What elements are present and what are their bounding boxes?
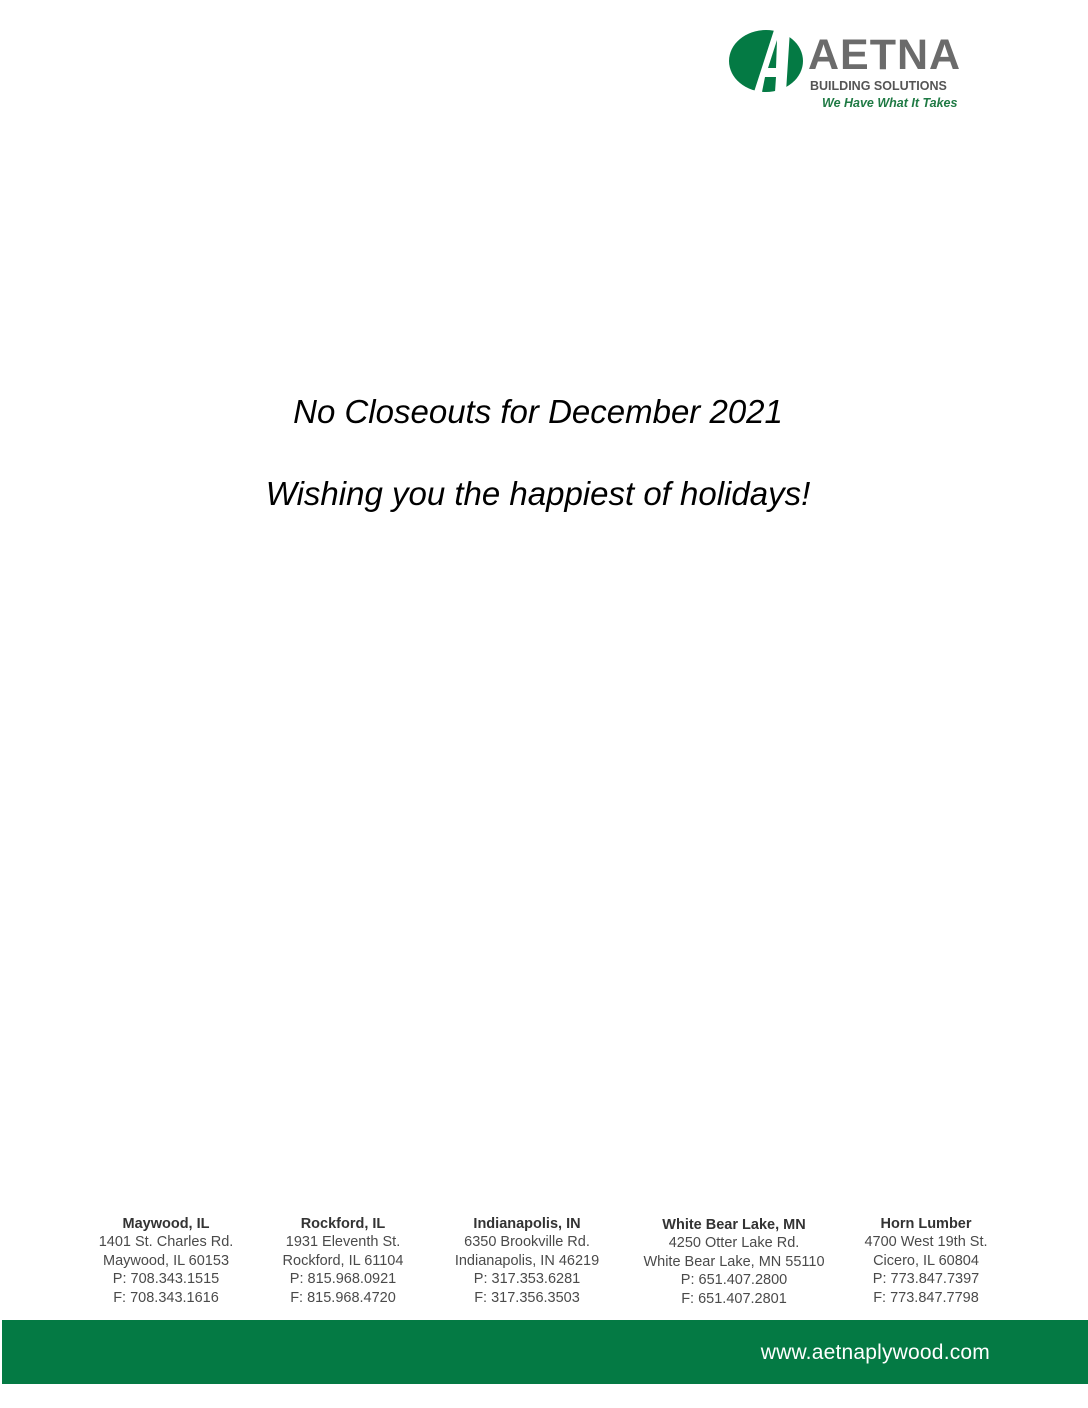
location-phone: P: 651.407.2800	[680, 1272, 788, 1289]
location-fax: F: 708.343.1616	[113, 1289, 219, 1306]
location-name: Horn Lumber	[880, 1216, 972, 1232]
location-phone: P: 708.343.1515	[112, 1271, 220, 1288]
location-fax: F: 815.968.4720	[290, 1289, 396, 1306]
logo-subtitle: BUILDING SOLUTIONS	[810, 79, 947, 93]
location-city: Maywood, IL 60153	[102, 1252, 230, 1269]
location-horn-lumber	[821, 1215, 1031, 1307]
location-rockford	[238, 1215, 448, 1307]
location-name: Rockford, IL	[300, 1216, 386, 1232]
location-name: Maywood, IL	[122, 1216, 210, 1232]
aetna-a-logo-icon	[728, 28, 808, 94]
location-phone: P: 815.968.0921	[289, 1271, 397, 1288]
location-white-bear-lake	[629, 1216, 839, 1308]
location-city: Indianapolis, IN 46219	[454, 1252, 600, 1269]
location-street: 4250 Otter Lake Rd.	[668, 1235, 800, 1252]
location-phone: P: 317.353.6281	[473, 1271, 581, 1288]
holiday-greeting: Wishing you the happiest of holidays!	[265, 475, 811, 512]
footer-band	[2, 1320, 1088, 1384]
location-fax: F: 773.847.7798	[873, 1289, 979, 1306]
website-link[interactable]: www.aetnaplywood.com	[760, 1341, 990, 1364]
company-logo	[728, 28, 968, 116]
location-phone: P: 773.847.7397	[872, 1271, 980, 1288]
location-city: White Bear Lake, MN 55110	[643, 1253, 825, 1270]
location-street: 4700 West 19th St.	[864, 1234, 988, 1251]
location-fax: F: 317.356.3503	[474, 1289, 580, 1306]
location-indianapolis	[422, 1215, 632, 1307]
location-fax: F: 651.407.2801	[681, 1290, 787, 1307]
location-street: 1401 St. Charles Rd.	[98, 1234, 234, 1251]
logo-tagline: We Have What It Takes	[822, 96, 958, 110]
location-street: 6350 Brookville Rd.	[464, 1234, 590, 1251]
location-city: Cicero, IL 60804	[873, 1252, 979, 1269]
closeout-notice: No Closeouts for December 2021	[293, 393, 783, 430]
logo-wordmark: AETNA	[808, 31, 962, 79]
location-city: Rockford, IL 61104	[282, 1252, 404, 1269]
location-street: 1931 Eleventh St.	[285, 1234, 401, 1251]
locations-footer	[0, 1215, 1088, 1315]
location-name: Indianapolis, IN	[473, 1216, 581, 1232]
location-name: White Bear Lake, MN	[662, 1217, 806, 1233]
